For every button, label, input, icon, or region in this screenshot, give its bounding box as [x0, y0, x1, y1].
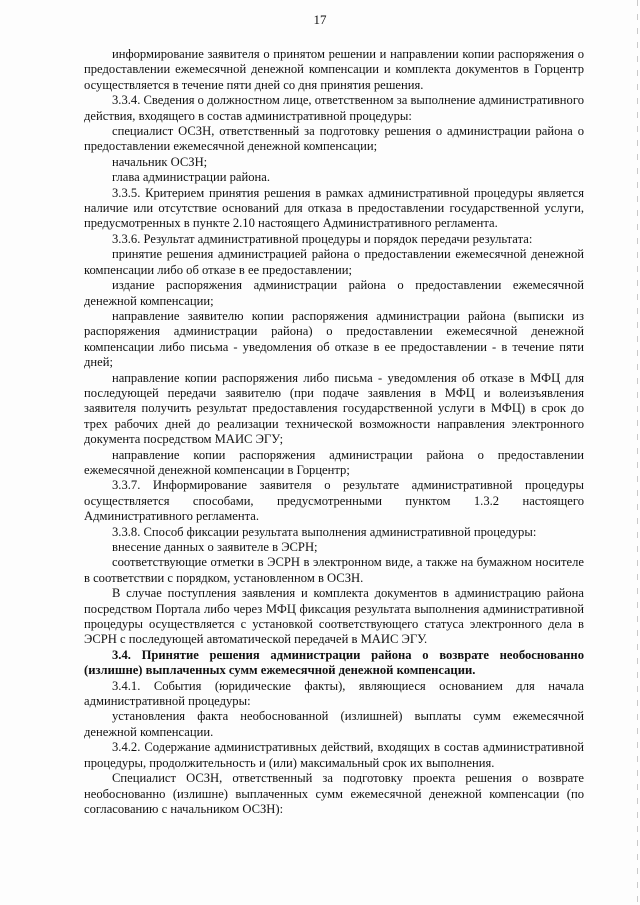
list-item-order: издание распоряжения администрации района о предоставлении ежемесячной денежной компенсации; — [84, 278, 584, 308]
list-item-head-oszn: начальник ОСЗН; — [112, 154, 208, 169]
list-item-esrn-data: внесение данных о заявителе в ЭСРН; — [112, 540, 318, 554]
paragraph-3-4-2: 3.4.2. Содержание административных действий, входящих в состав административной процедуры, продолжительность и (или) максимальный срок их выполнения. — [84, 740, 584, 770]
list-item-send-gorcentr: направление копии распоряжения администрации района о предоставлении ежемесячной денежной компенсации в Горцентр; — [84, 447, 584, 477]
list-item-head-admin: глава администрации района. — [112, 170, 271, 185]
paragraph-informing: информирование заявителя о принятом решении и направлении копии распоряжения о предоставлении ежемесячной денежной компенсации и комплекта документов в Горцентр осуществляется в течение пяти дней со дня принятия решения. — [84, 47, 584, 92]
list-item-specialist: специалист ОСЗН, ответственный за подготовку решения о администрации района о предоставлении ежемесячной денежной компенсации; — [84, 124, 584, 154]
scan-edge-line — [637, 0, 638, 905]
paragraph-3-3-6: 3.3.6. Результат административной процедуры и порядок передачи результата: — [112, 231, 533, 246]
paragraph-specialist-oszn: Специалист ОСЗН, ответственный за подготовку проекта решения о возврате необоснованно (излишне) выплаченных сумм ежемесячной денежной компенсации (по согласованию с начальником ОСЗН): — [84, 771, 584, 816]
list-item-send-mfc: направление копии распоряжения либо письма - уведомления об отказе в МФЦ для последующей передачи заявителю (при подаче заявления в МФЦ и волеизъявления заявителя получить результат предоставления государственной услуги в МФЦ) в срок до трех рабочих дней до реализации технической возможности направления электронного документа посредством МАИС ЭГУ; — [84, 370, 584, 447]
section-heading-3-4: 3.4. Принятие решения администрации района о возврате необоснованно (излишне) выплаченных сумм ежемесячной денежной компенсации. — [84, 647, 584, 678]
list-item-send-applicant: направление заявителю копии распоряжения администрации района (выписки из распоряжения администрации района) о предоставлении ежемесячной денежной компенсации либо письма - уведомления об отказе в ее предоставлении - в течение пяти дней; — [84, 308, 584, 370]
paragraph-3-3-7: 3.3.7. Информирование заявителя о результате административной процедуры осуществляется способами, предусмотренными пунктом 1.3.2 настоящего Административного регламента. — [84, 478, 584, 524]
list-item-overpayment: установления факта необоснованной (излишней) выплаты сумм ежемесячной денежной компенсации. — [84, 709, 584, 739]
paragraph-portal-case: В случае поступления заявления и комплекта документов в администрацию района посредством Портала либо через МФЦ фиксация результата выполнения административной процедуры осуществляется с установкой соответствующего статуса электронного дела в ЭСРН с последующей автоматической передачей в МАИС ЭГУ. — [84, 586, 584, 647]
paragraph-3-4-1: 3.4.1. События (юридические факты), являющиеся основанием для начала административной процедуры: — [84, 678, 584, 709]
list-item-esrn-marks: соответствующие отметки в ЭСРН в электронном виде, а также на бумажном носителе в соответствии с порядком, установленном в ОСЗН. — [84, 555, 584, 585]
page-number: 17 — [313, 12, 327, 27]
list-item-decision: принятие решения администрацией района о предоставлении ежемесячной денежной компенсации либо об отказе в ее предоставлении; — [84, 247, 584, 277]
document-body — [84, 47, 584, 817]
paragraph-3-3-4: 3.3.4. Сведения о должностном лице, ответственном за выполнение административного действия, входящего в состав административной процедуры: — [84, 93, 584, 123]
paragraph-3-3-5: 3.3.5. Критерием принятия решения в рамках административной процедуры является наличие или отсутствие оснований для отказа в предоставлении государственной услуги, предусмотренных в пункте 2.10 настоящего Административного регламента. — [84, 185, 584, 231]
paragraph-3-3-8: 3.3.8. Способ фиксации результата выполнения административной процедуры: — [112, 524, 537, 539]
